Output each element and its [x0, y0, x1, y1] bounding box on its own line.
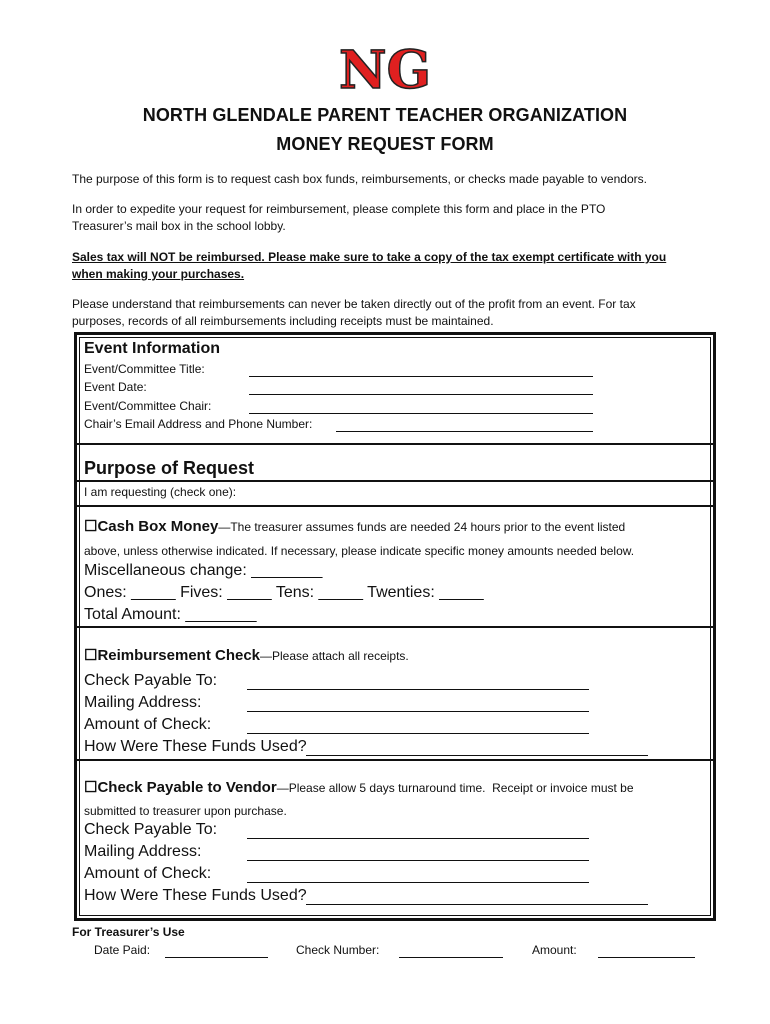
cash-box-description-cont: above, unless otherwise indicated. If necessary, please indicate specific money amounts needed below.: [84, 544, 635, 558]
event-info-heading: Event Information: [84, 340, 221, 357]
reimbursement-policy-l1: Please understand that reimbursements can never be taken directly out of the profit from an event. For tax: [72, 297, 636, 311]
intro-purpose: The purpose of this form is to request cash box funds, reimbursements, or checks made payable to vendors.: [72, 172, 647, 186]
event-chair-label: Event/Committee Chair:: [84, 399, 212, 413]
page-title: NORTH GLENDALE PARENT TEACHER ORGANIZATION: [142, 105, 628, 125]
vendor-address-field[interactable]: [247, 860, 589, 861]
chair-contact-label: Chair’s Email Address and Phone Number:: [84, 417, 313, 431]
amount-label: Amount:: [532, 943, 577, 957]
denominations-field[interactable]: Ones: _____ Fives: _____ Tens: _____ Twenties: _____: [84, 584, 484, 601]
reimb-amount-label: Amount of Check:: [84, 716, 212, 733]
cash-box-title: Cash Box Money: [97, 518, 219, 535]
page-subtitle: MONEY REQUEST FORM: [276, 134, 494, 154]
check-number-field[interactable]: [399, 957, 503, 958]
section-divider: [77, 626, 713, 628]
reimb-amount-field[interactable]: [247, 733, 589, 734]
vendor-description: —Please allow 5 days turnaround time. Receipt or invoice must be: [276, 781, 634, 795]
vendor-title: Check Payable to Vendor: [97, 779, 277, 796]
section-divider: [77, 505, 713, 507]
reimbursement-checkbox[interactable]: ☐: [84, 647, 98, 664]
ng-logo: [339, 40, 431, 101]
reimbursement-title: Reimbursement Check: [97, 647, 261, 664]
vendor-funds-used-field[interactable]: [306, 904, 648, 905]
section-divider: [77, 480, 713, 482]
vendor-address-label: Mailing Address:: [84, 843, 202, 860]
section-divider: [77, 759, 713, 761]
request-form-box: [74, 332, 716, 921]
reimb-address-label: Mailing Address:: [84, 694, 202, 711]
vendor-funds-used-label: How Were These Funds Used?: [84, 887, 307, 904]
purpose-heading: Purpose of Request: [84, 458, 255, 478]
check-number-label: Check Number:: [296, 943, 380, 957]
vendor-checkbox[interactable]: ☐: [84, 779, 98, 796]
sales-tax-notice-l1: Sales tax will NOT be reimbursed. Please make sure to take a copy of the tax exempt certificate with you: [72, 250, 667, 264]
reimbursement-description: —Please attach all receipts.: [260, 649, 409, 663]
vendor-amount-field[interactable]: [247, 882, 589, 883]
intro-expedite-l1: In order to expedite your request for reimbursement, please complete this form and place in the PTO: [72, 202, 606, 216]
event-title-label: Event/Committee Title:: [84, 362, 205, 376]
reimbursement-option[interactable]: [84, 646, 409, 664]
date-paid-field[interactable]: [165, 957, 268, 958]
total-amount-field[interactable]: Total Amount: ________: [84, 606, 257, 623]
reimb-payable-field[interactable]: [247, 689, 589, 690]
reimb-address-field[interactable]: [247, 711, 589, 712]
reimb-payable-label: Check Payable To:: [84, 672, 218, 689]
section-divider: [77, 443, 713, 445]
cash-box-description: —The treasurer assumes funds are needed 24 hours prior to the event listed: [218, 520, 626, 534]
intro-expedite-l2: Treasurer’s mail box in the school lobby.: [72, 219, 286, 233]
vendor-description-cont: submitted to treasurer upon purchase.: [84, 804, 287, 818]
reimb-funds-used-label: How Were These Funds Used?: [84, 738, 307, 755]
cash-box-option[interactable]: [84, 517, 625, 535]
vendor-option[interactable]: [84, 778, 634, 796]
reimbursement-policy-l2: purposes, records of all reimbursements including receipts must be maintained.: [72, 314, 494, 328]
treasurer-use-heading: For Treasurer’s Use: [72, 925, 185, 939]
purpose-instruction: I am requesting (check one):: [84, 485, 237, 499]
amount-field[interactable]: [598, 957, 695, 958]
date-paid-label: Date Paid:: [94, 943, 151, 957]
vendor-payable-field[interactable]: [247, 838, 589, 839]
event-date-label: Event Date:: [84, 380, 147, 394]
chair-contact-field[interactable]: [336, 431, 593, 432]
misc-change-field[interactable]: Miscellaneous change: ________: [84, 562, 323, 579]
reimb-funds-used-field[interactable]: [306, 755, 648, 756]
ng-logo-text: NG: [339, 40, 431, 101]
cash-box-checkbox[interactable]: ☐: [84, 518, 98, 535]
event-date-field[interactable]: [249, 394, 593, 395]
event-title-field[interactable]: [249, 376, 593, 377]
event-chair-field[interactable]: [249, 413, 593, 414]
vendor-payable-label: Check Payable To:: [84, 821, 218, 838]
sales-tax-notice-l2: when making your purchases.: [72, 267, 245, 281]
vendor-amount-label: Amount of Check:: [84, 865, 212, 882]
